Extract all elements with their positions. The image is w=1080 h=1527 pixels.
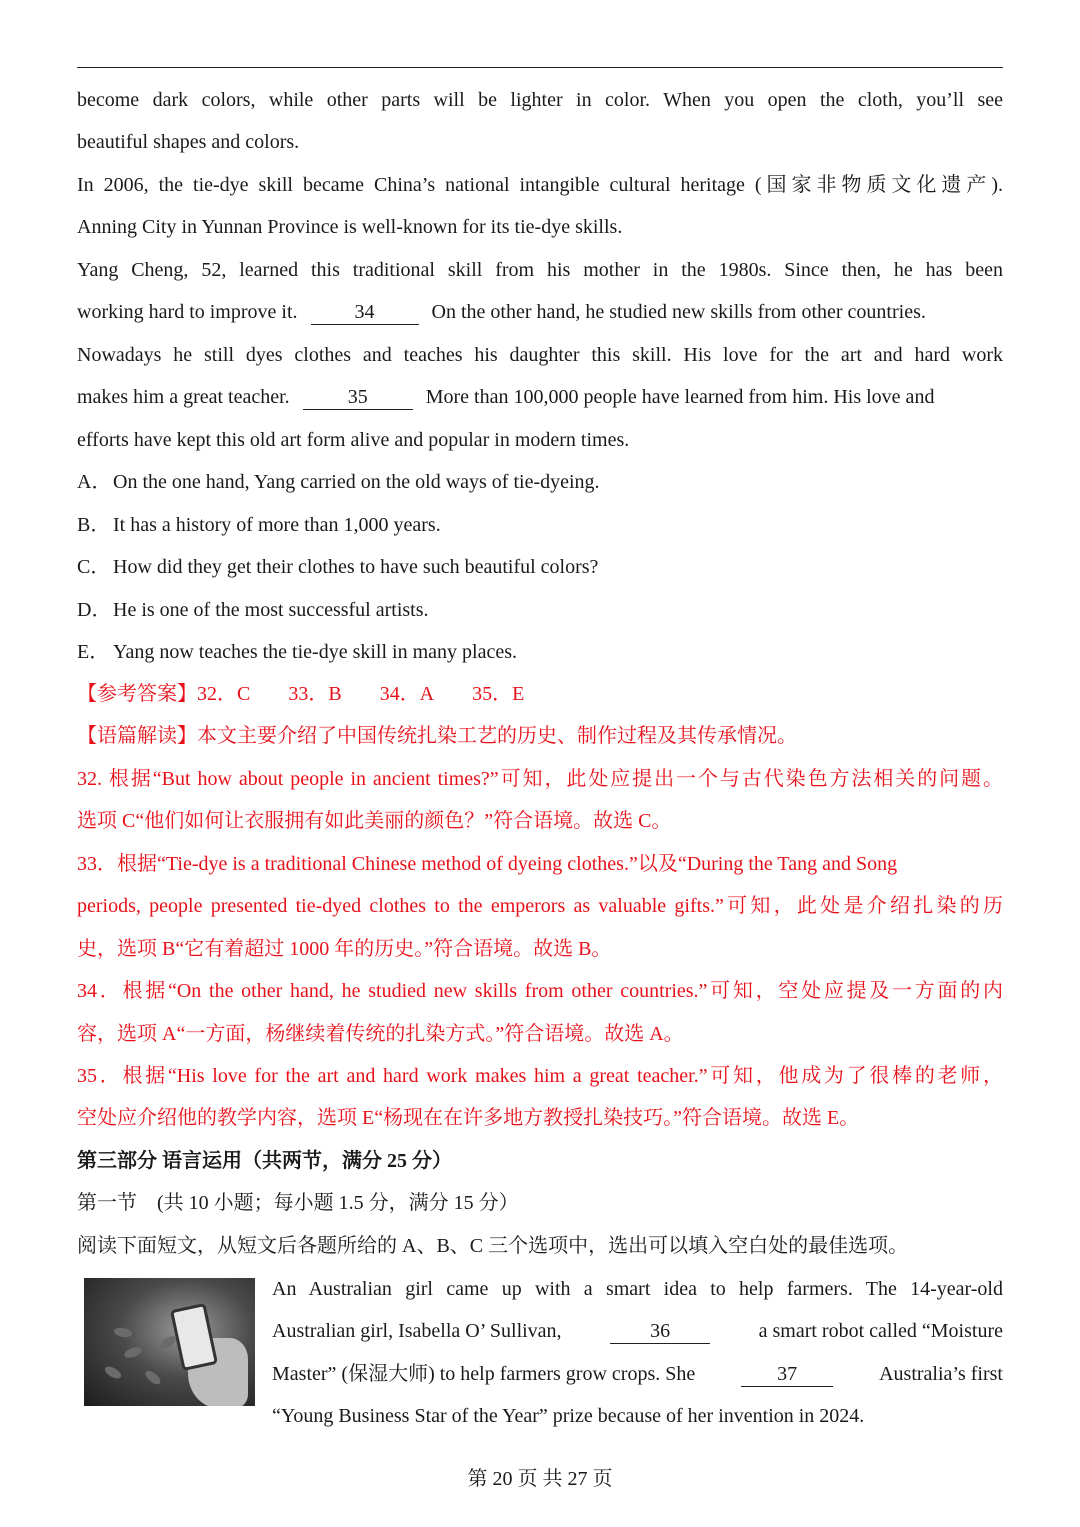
option-c [77, 555, 1003, 579]
passage-text: Master” (保湿大师) to help farmers grow crops. She [272, 1363, 696, 1385]
discourse-analysis [77, 724, 1003, 748]
answer-item: 33．B [288, 683, 342, 705]
passage-line: beautiful shapes and colors. [77, 131, 300, 153]
answer-item: 35．E [472, 683, 525, 705]
option-e [77, 640, 1003, 664]
passage-text: working hard to improve it. [77, 301, 298, 323]
explanation-line: 34．根据“On the other hand, he studied new skills from other countries.”可知，空处应提及一方面的内 [77, 980, 1003, 1002]
answer-label: 【参考答案】 [77, 683, 197, 705]
blank-36: 36 [610, 1319, 710, 1344]
answer-item: 32．C [197, 683, 251, 705]
explanation-line: 空处应介绍他的教学内容，选项 E“杨现在在许多地方教授扎染技巧。”符合语境。故选 E。 [77, 1107, 860, 1129]
section-heading: 第三部分 语言运用（共两节，满分 25 分） [77, 1150, 452, 1172]
option-text: Yang now teaches the tie-dye skill in many places. [113, 641, 517, 663]
option-text: It has a history of more than 1,000 years. [113, 514, 441, 536]
passage-text: Australia’s first [879, 1363, 1003, 1385]
passage-line: Nowadays he still dyes clothes and teaches his daughter this skill. His love for the art and hard work [77, 344, 1003, 366]
option-text: How did they get their clothes to have such beautiful colors? [113, 556, 599, 578]
explanation-line: 选项 C“他们如何让衣服拥有如此美丽的颜色？”符合语境。故选 C。 [77, 810, 672, 832]
option-a [77, 470, 1003, 494]
passage-text: makes him a great teacher. [77, 386, 290, 408]
section-instruction: 阅读下面短文，从短文后各题所给的 A、B、C 三个选项中，选出可以填入空白处的最佳选项。 [77, 1235, 909, 1257]
explanation-line: 容，选项 A“一方面，杨继续着传统的扎染方式。”符合语境。故选 A。 [77, 1023, 684, 1045]
page-number: 第 20 页 共 27 页 [467, 1468, 613, 1490]
option-text: He is one of the most successful artists. [113, 599, 429, 621]
option-b [77, 513, 1003, 537]
blank-35: 35 [303, 385, 413, 410]
explanation-line: 33．根据“Tie-dye is a traditional Chinese method of dyeing clothes.”以及“During the Tang and Song [77, 853, 898, 875]
option-letter: C． [77, 556, 111, 578]
option-text: On the one hand, Yang carried on the old ways of tie-dyeing. [113, 471, 600, 493]
option-letter: E． [77, 641, 110, 663]
answer-item: 34．A [379, 683, 435, 705]
passage-text: On the other hand, he studied new skills from other countries. [431, 301, 926, 323]
explanation-line: 32. 根据“But how about people in ancient times?”可知，此处应提出一个与古代染色方法相关的问题。 [77, 768, 1003, 790]
explanation-line: periods, people presented tie-dyed clothes to the emperors as valuable gifts.”可知，此处是介绍扎染的历 [77, 895, 1003, 917]
passage-line [77, 300, 1003, 325]
passage-line: Anning City in Yunnan Province is well-known for its tie-dye skills. [77, 216, 623, 238]
passage2-line: “Young Business Star of the Year” prize because of her invention in 2024. [272, 1405, 865, 1427]
passage2-line: An Australian girl came up with a smart idea to help farmers. The 14-year-old [272, 1278, 1003, 1300]
option-letter: B． [77, 514, 111, 536]
option-d [77, 598, 1003, 622]
passage-line: efforts have kept this old art form alive and popular in modern times. [77, 429, 630, 451]
phone-icon [170, 1303, 218, 1371]
passage-photo [84, 1278, 255, 1406]
blank-34: 34 [311, 300, 419, 325]
passage-line: Yang Cheng, 52, learned this traditional skill from his mother in the 1980s. Since then, he has been [77, 259, 1003, 281]
passage-text: Australian girl, Isabella O’ Sullivan, [272, 1320, 562, 1342]
passage2-line [272, 1319, 1003, 1344]
passage-line: In 2006, the tie-dye skill became China’s national intangible cultural heritage (国家非物质文化遗产). [77, 174, 1003, 196]
answer-key [77, 682, 1003, 706]
passage2-line [272, 1362, 1003, 1387]
top-rule [77, 67, 1003, 68]
passage-line: become dark colors, while other parts will be lighter in color. When you open the cloth, you’ll see [77, 89, 1003, 111]
section-subheading: 第一节 (共 10 小题；每小题 1.5 分，满分 15 分） [77, 1192, 519, 1214]
blank-37: 37 [741, 1362, 833, 1387]
explanation-line: 35．根据“His love for the art and hard work makes him a great teacher.”可知，他成为了很棒的老师， [77, 1065, 1003, 1087]
passage-text: More than 100,000 people have learned from him. His love and [425, 386, 935, 408]
option-letter: A． [77, 471, 112, 493]
passage-line [77, 385, 1003, 410]
analysis-label: 【语篇解读】 [77, 725, 197, 747]
analysis-text: 本文主要介绍了中国传统扎染工艺的历史、制作过程及其传承情况。 [197, 725, 797, 747]
option-letter: D． [77, 599, 112, 621]
explanation-line: 史，选项 B“它有着超过 1000 年的历史。”符合语境。故选 B。 [77, 938, 612, 960]
passage-text: a smart robot called “Moisture [758, 1320, 1003, 1342]
